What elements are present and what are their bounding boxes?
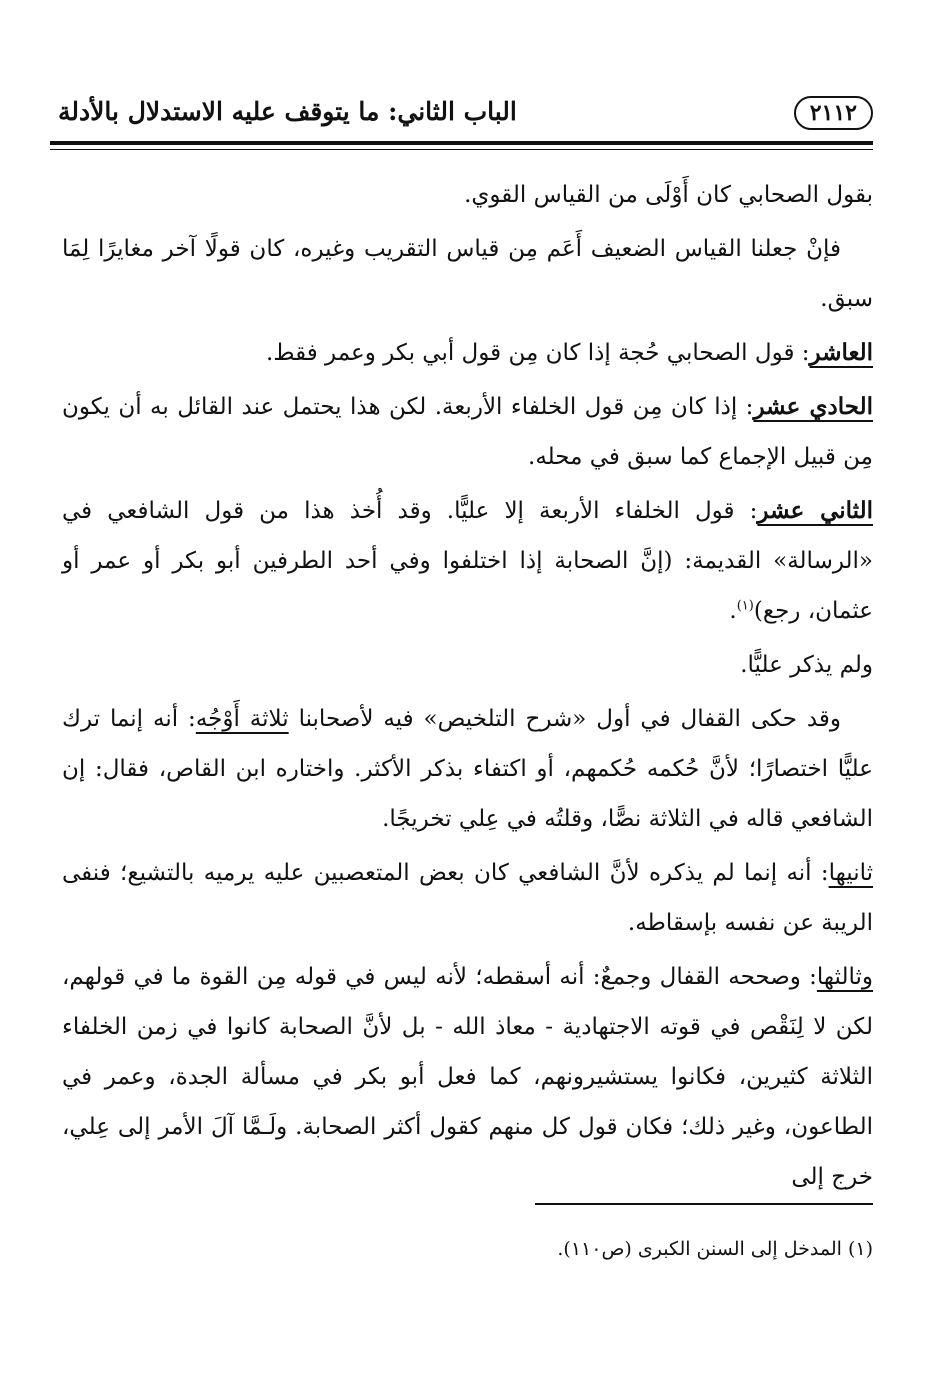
paragraph-second-view-text: : أنه إنما لم يذكره لأنَّ الشافعي كان بعض المتعصبين عليه يرميه بالتشيع؛ فنفى الريبة عن نفسه بإسقاطه.	[62, 860, 873, 936]
paragraph-2	[62, 224, 873, 324]
header-rule-thick	[50, 141, 873, 145]
page-number: ٢١١٢	[794, 96, 873, 130]
term-tenth: العاشر	[809, 339, 873, 366]
paragraph-12th	[62, 486, 873, 636]
running-title: الباب الثاني: ما يتوقف عليه الاستدلال بالأدلة	[58, 97, 517, 126]
paragraph-third-view-text: : وصححه القفال وجمعٌ: أنه أسقطه؛ لأنه ليس في قوله مِن القوة ما في قولهم، لكن لا لِنَقْص في قوته الاجتهادية - معاذ الله - بل لأنَّ الصحابة كانوا في زمن الخلفاء الثلاثة كثيرين، فكانوا يستشيرونهم، كما فعل أبو بكر في مسألة الجدة، وعمر في الطاعون، وغير ذلك؛ فكان قول كل منهم كقول أكثر الصحابة. ولَـمَّا آلَ الأمر إلى عِلي، خرج إلى	[62, 964, 873, 1190]
footnote-separator	[535, 1203, 873, 1205]
page-header	[50, 96, 873, 140]
paragraph-third-view	[62, 952, 873, 1202]
term-second-view: ثانيها	[828, 860, 874, 886]
paragraph-11th-text: : إذا كان مِن قول الخلفاء الأربعة. لكن هذا يحتمل عند القائل به أن يكون مِن قبيل الإجماع كما سبق في محله.	[62, 394, 873, 470]
footnote: (١) المدخل إلى السنن الكبرى (ص١١٠).	[557, 1238, 873, 1260]
term-eleventh: الحادي عشر	[753, 393, 874, 420]
paragraph-1-text: بقول الصحابي كان أَوْلَى من القياس القوي.	[464, 182, 873, 208]
paragraph-2-text: فإنْ جعلنا القياس الضعيف أَعَم مِن قياس التقريب وغيره، كان قولًا آخر مغايرًا لِمَا سبق.	[62, 236, 873, 312]
paragraph-10th	[62, 328, 873, 378]
paragraph-qaffal-b: : أنه إنما ترك عليًّا اختصارًا؛ لأنَّ حُكمه حُكمهم، أو اكتفاء بذكر الأكثر. واختاره ابن القاص، فقال: إن الشافعي قاله في الثلاثة نصًّا، وقلتُه في عِلي تخريجًا.	[62, 706, 873, 832]
paragraph-qaffal-a: وقد حكى القفال في أول «شرح التلخيص» فيه لأصحابنا	[288, 706, 842, 732]
paragraph-6-text: ولم يذكر عليًّا.	[740, 652, 873, 678]
paragraph-1	[62, 170, 873, 220]
header-rule-thin	[50, 149, 873, 150]
paragraph-second-view	[62, 848, 873, 948]
paragraph-11th	[62, 382, 873, 482]
paragraph-qaffal	[62, 694, 873, 844]
paragraph-12th-end: .	[729, 598, 737, 624]
footnote-reference[interactable]: (١)	[736, 598, 754, 614]
paragraph-6	[62, 640, 873, 690]
paragraph-10th-text: : قول الصحابي حُجة إذا كان مِن قول أبي بكر وعمر فقط.	[265, 340, 810, 366]
paragraph-12th-text: : قول الخلفاء الأربعة إلا عليًّا. وقد أُخذ هذا من قول الشافعي في «الرسالة» القديمة: (إنَّ الصحابة إذا اختلفوا وفي أحد الطرفين أبو بكر أو عمر أو عثمان، رجع)	[62, 498, 873, 624]
term-third-view: وثالثها	[816, 964, 873, 990]
term-twelfth: الثاني عشر	[757, 497, 874, 524]
three-views-phrase: ثلاثة أَوْجُه	[195, 706, 289, 732]
main-text	[62, 170, 873, 1206]
